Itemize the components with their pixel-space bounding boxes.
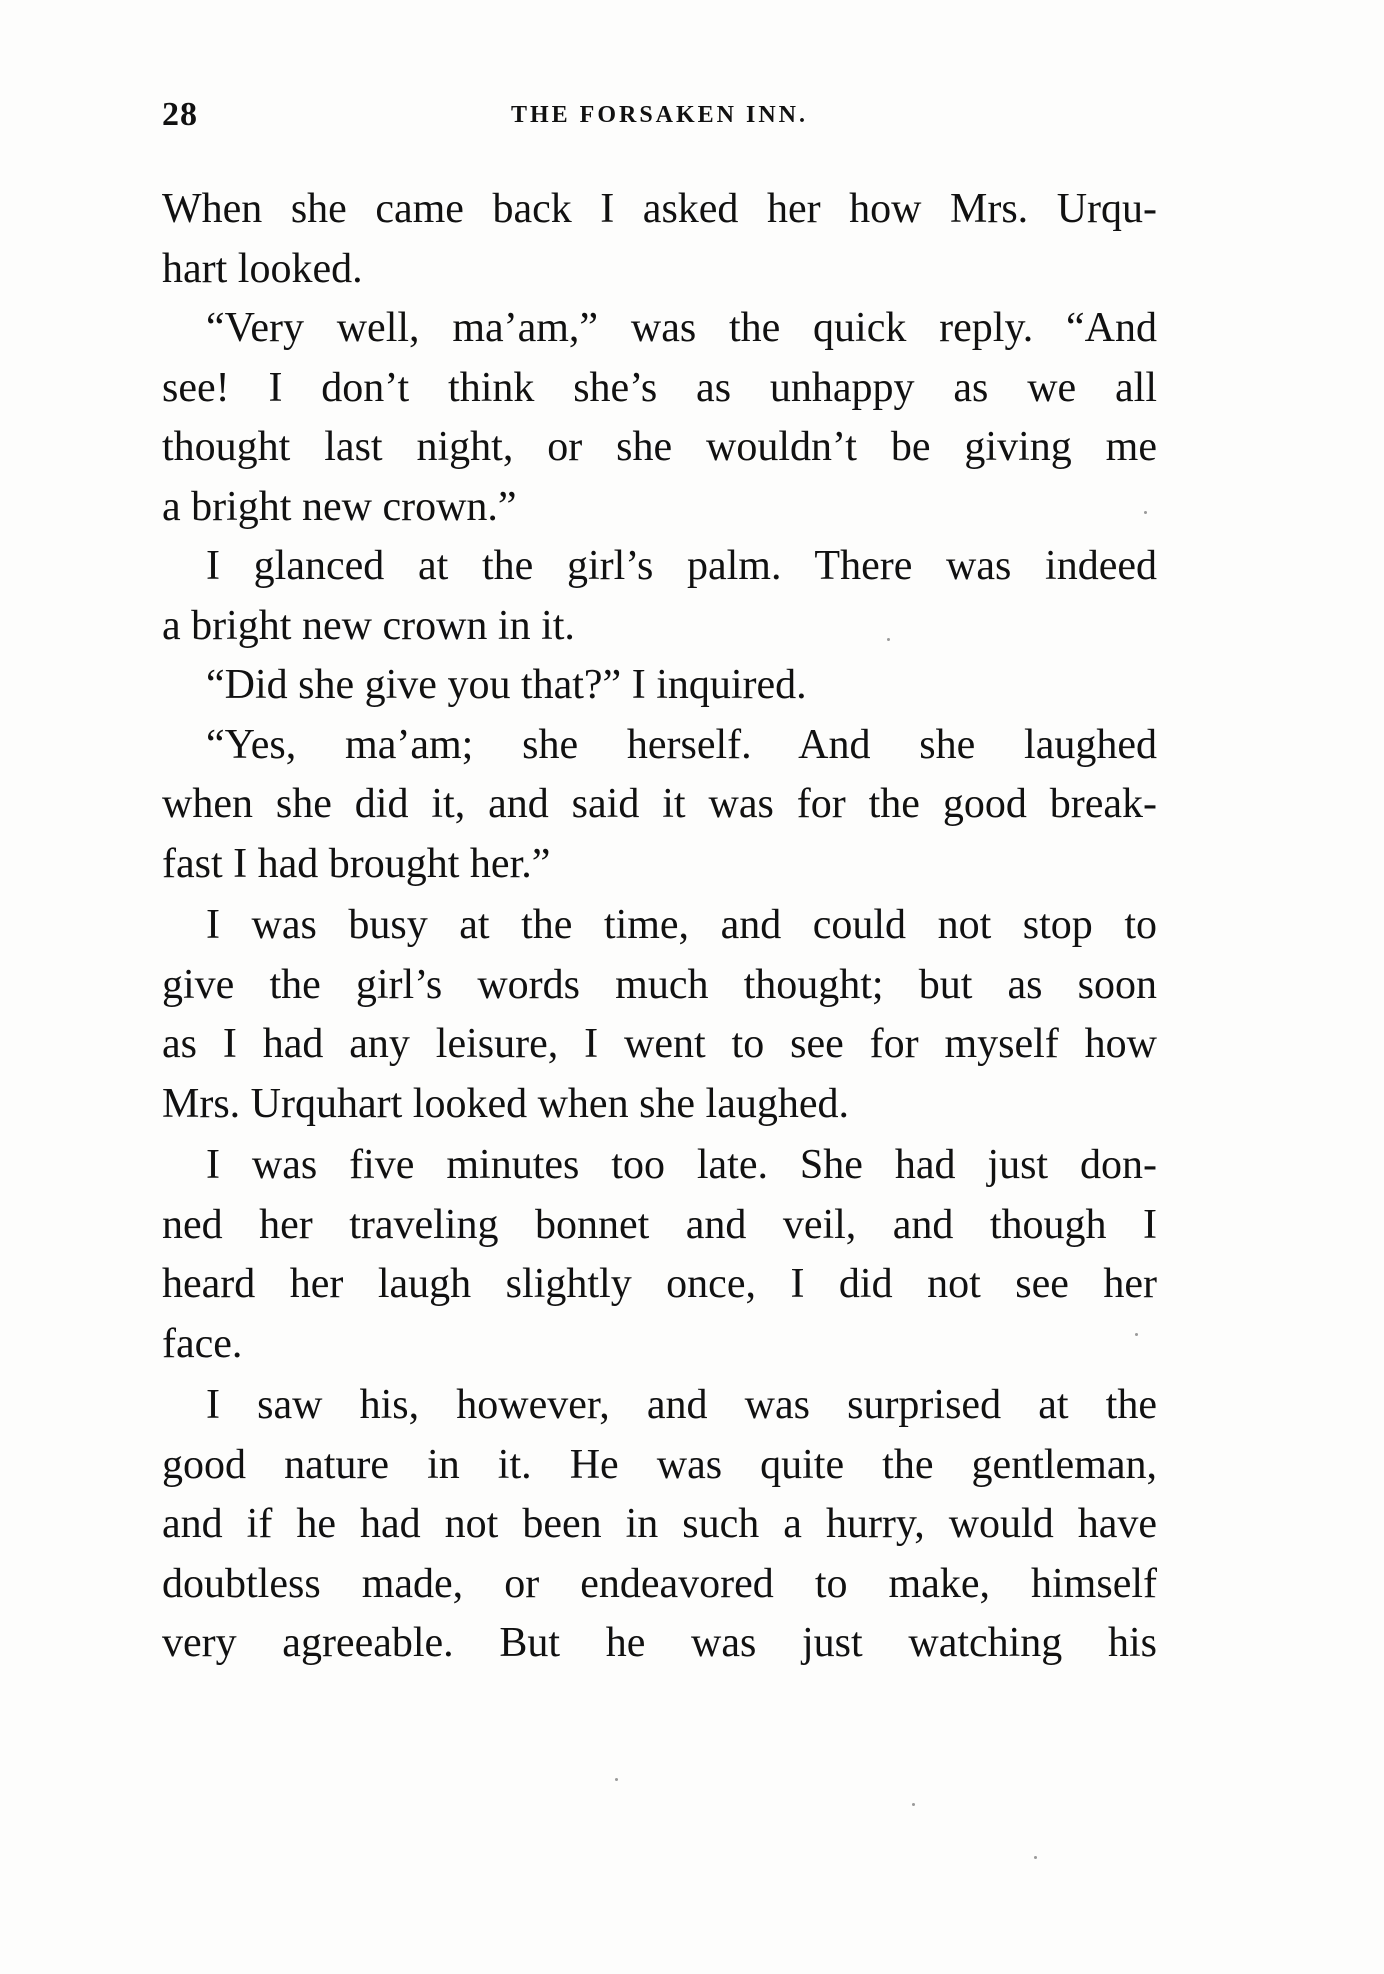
text-line: ned her traveling bonnet and veil, and though I: [162, 1201, 1157, 1248]
text-line: I was five minutes too late. She had just don-: [206, 1142, 1157, 1188]
paper-speck: [887, 638, 890, 641]
text-line: give the girl’s words much thought; but as soon: [162, 961, 1157, 1008]
text-line: thought last night, or she wouldn’t be giving me: [162, 424, 1157, 470]
text-line: hart looked.: [162, 245, 363, 292]
page-number: 28: [162, 96, 198, 133]
text-line: “Yes, ma’am; she herself. And she laughed: [206, 721, 1157, 768]
text-line: I was busy at the time, and could not stop to: [206, 902, 1157, 948]
page-header: [162, 96, 1157, 140]
text-line: good nature in it. He was quite the gentleman,: [162, 1441, 1157, 1488]
text-line: fast I had brought her.”: [162, 840, 551, 887]
text-line: when she did it, and said it was for the good break-: [162, 781, 1157, 827]
text-line: I saw his, however, and was surprised at the: [206, 1382, 1157, 1428]
paper-speck: [912, 1803, 915, 1806]
body-text: [162, 180, 1157, 1674]
paper-speck: [1034, 1856, 1037, 1859]
text-line: When she came back I asked her how Mrs. Urqu-: [162, 186, 1157, 232]
text-line: very agreeable. But he was just watching his: [162, 1620, 1157, 1666]
text-line: as I had any leisure, I went to see for myself how: [162, 1021, 1157, 1067]
text-line: see! I don’t think she’s as unhappy as we all: [162, 364, 1157, 411]
text-line: doubtless made, or endeavored to make, himself: [162, 1560, 1157, 1607]
text-line: a bright new crown in it.: [162, 602, 575, 649]
paper-speck: [615, 1778, 618, 1781]
text-line: “Very well, ma’am,” was the quick reply. “And: [206, 305, 1157, 351]
paper-speck: [1144, 511, 1147, 514]
text-line: face.: [162, 1320, 243, 1367]
text-line: and if he had not been in such a hurry, would have: [162, 1501, 1157, 1547]
text-line: a bright new crown.”: [162, 483, 517, 530]
text-line: I glanced at the girl’s palm. There was indeed: [206, 543, 1157, 589]
text-line: Mrs. Urquhart looked when she laughed.: [162, 1080, 850, 1127]
running-title: THE FORSAKEN INN.: [510, 102, 809, 128]
text-line: heard her laugh slightly once, I did not see her: [162, 1261, 1157, 1307]
text-line: “Did she give you that?” I inquired.: [206, 662, 807, 708]
paper-speck: [1135, 1333, 1138, 1336]
